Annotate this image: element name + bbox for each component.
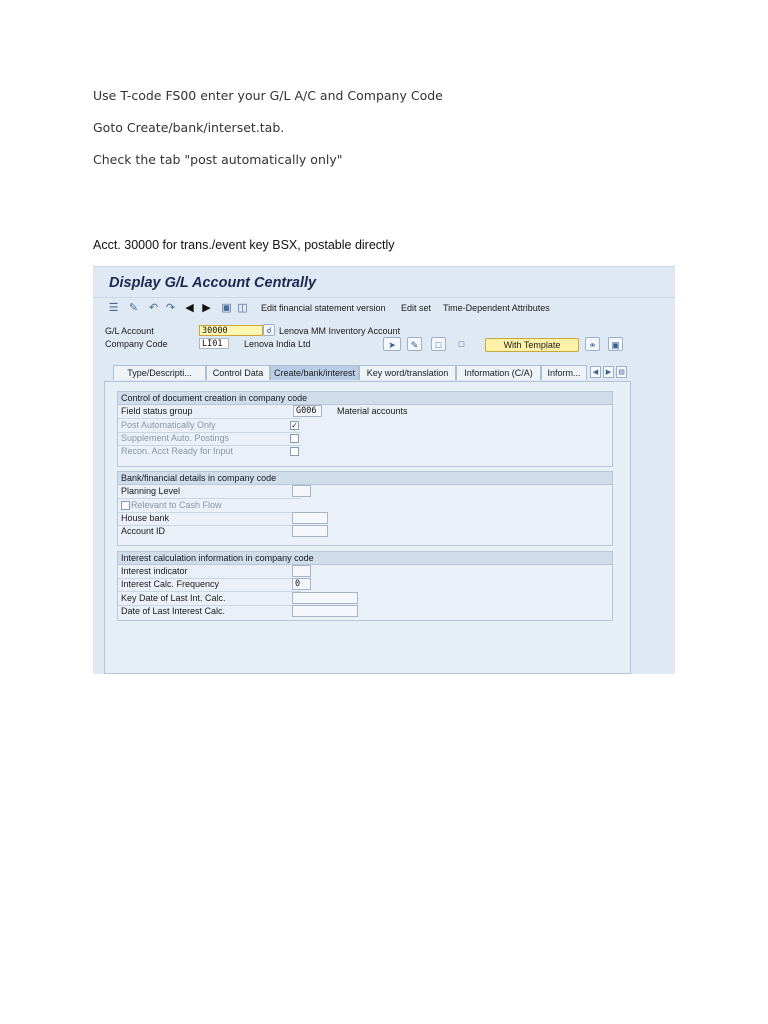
- interest-indicator-label: Interest indicator: [121, 566, 188, 576]
- tab-key-word-translation[interactable]: Key word/translation: [359, 365, 456, 380]
- edit-set-button[interactable]: Edit set: [401, 303, 432, 313]
- key-date-row: [118, 592, 301, 606]
- create-document-icon[interactable]: □: [431, 337, 446, 351]
- house-bank-label: House bank: [121, 513, 170, 523]
- account-id-input[interactable]: [292, 525, 328, 537]
- key-date-input[interactable]: [292, 592, 358, 604]
- tab-control-data[interactable]: Control Data: [206, 365, 270, 380]
- with-template-button[interactable]: With Template: [485, 338, 579, 352]
- gl-account-input[interactable]: 30000: [199, 325, 263, 336]
- tab-scroll-right-icon[interactable]: ▶: [603, 366, 614, 378]
- field-status-group-label: Field status group: [121, 406, 193, 416]
- last-date-label: Date of Last Interest Calc.: [121, 606, 226, 616]
- delete-icon[interactable]: ▣: [221, 302, 232, 314]
- tab-information-ca[interactable]: Information (C/A): [456, 365, 541, 380]
- instruction-line-3: Check the tab "post automatically only": [93, 152, 343, 167]
- next-arrow-icon[interactable]: ▶: [202, 302, 211, 314]
- previous-arrow-icon[interactable]: ◀: [185, 302, 194, 314]
- planning-level-label: Planning Level: [121, 486, 181, 496]
- supplement-row: [118, 432, 301, 446]
- last-date-input[interactable]: [292, 605, 358, 617]
- company-code-input[interactable]: LI01: [199, 338, 229, 349]
- sap-toolbar: [93, 297, 675, 320]
- interest-group-title: Interest calculation information in company code: [118, 552, 612, 565]
- new-document-icon[interactable]: □: [458, 339, 465, 349]
- recon-checkbox[interactable]: [290, 447, 299, 456]
- redo-icon[interactable]: ↷: [165, 302, 176, 314]
- tab-create-bank-interest[interactable]: Create/bank/interest: [270, 365, 359, 380]
- search-icon[interactable]: ☌: [263, 324, 275, 336]
- tab-strip: [104, 365, 632, 381]
- tab-information-more[interactable]: Inform...: [541, 365, 587, 380]
- instruction-line-2: Goto Create/bank/interset.tab.: [93, 120, 285, 135]
- other-account-icon[interactable]: ☰: [108, 302, 119, 314]
- interest-group: [117, 551, 613, 621]
- supplement-label: Supplement Auto. Postings: [121, 433, 230, 443]
- instruction-line-1: Use T-code FS00 enter your G/L A/C and Company Code: [93, 88, 443, 103]
- field-status-group-description: Material accounts: [337, 406, 408, 416]
- post-auto-label: Post Automatically Only: [121, 420, 216, 430]
- interest-indicator-row: [118, 565, 301, 579]
- post-auto-checkbox[interactable]: ✓: [291, 421, 298, 430]
- tab-type-description[interactable]: Type/Descripti...: [113, 365, 206, 380]
- post-auto-row: [118, 419, 301, 433]
- planning-level-row: [118, 485, 301, 499]
- lock-icon[interactable]: ⚭: [585, 337, 600, 351]
- bank-details-group: [117, 471, 613, 546]
- bank-details-group-title: Bank/financial details in company code: [118, 472, 612, 485]
- gl-account-label: G/L Account: [105, 326, 154, 336]
- house-bank-input[interactable]: [292, 512, 328, 524]
- doc-creation-group: [117, 391, 613, 467]
- where-used-icon[interactable]: ◫: [237, 302, 248, 314]
- field-status-group-row: [118, 405, 301, 419]
- company-code-label: Company Code: [105, 339, 168, 349]
- go-icon[interactable]: ➤: [383, 337, 401, 351]
- interest-indicator-input[interactable]: [292, 565, 311, 577]
- cash-flow-checkbox[interactable]: [121, 501, 130, 510]
- field-status-group-input[interactable]: G006: [293, 405, 322, 417]
- account-id-row: [118, 525, 301, 538]
- undo-icon[interactable]: ↶: [148, 302, 159, 314]
- edit-fs-version-button[interactable]: Edit financial statement version: [261, 303, 386, 313]
- interest-frequency-row: [118, 578, 301, 592]
- key-date-label: Key Date of Last Int. Calc.: [121, 593, 226, 603]
- recon-label: Recon. Acct Ready for Input: [121, 446, 234, 456]
- sap-window-title: Display G/L Account Centrally: [109, 275, 317, 291]
- tab-list-icon[interactable]: ▤: [616, 366, 627, 378]
- planning-level-input[interactable]: [292, 485, 311, 497]
- doc-creation-group-title: Control of document creation in company code: [118, 392, 612, 405]
- section-heading: Acct. 30000 for trans./event key BSX, postable directly: [93, 238, 395, 252]
- display-change-icon[interactable]: ✎: [128, 302, 139, 314]
- tab-content-panel: [104, 381, 631, 674]
- tab-scroll-left-icon[interactable]: ◀: [590, 366, 601, 378]
- last-date-row: [118, 605, 301, 618]
- house-bank-row: [118, 512, 301, 526]
- account-id-label: Account ID: [121, 526, 166, 536]
- trash-icon[interactable]: ▣: [608, 337, 623, 351]
- interest-frequency-input[interactable]: 0: [292, 578, 311, 590]
- recon-row: [118, 445, 301, 458]
- time-dependent-button[interactable]: Time-Dependent Attributes: [443, 303, 550, 313]
- cash-flow-row: [118, 499, 301, 513]
- sap-window: [93, 266, 675, 674]
- interest-frequency-label: Interest Calc. Frequency: [121, 579, 220, 589]
- cash-flow-label: Relevant to Cash Flow: [131, 500, 222, 510]
- gl-account-description: Lenova MM Inventory Account: [279, 326, 401, 336]
- edit-pencil-icon[interactable]: ✎: [407, 337, 422, 351]
- supplement-checkbox[interactable]: [290, 434, 299, 443]
- company-code-description: Lenova India Ltd: [244, 339, 311, 349]
